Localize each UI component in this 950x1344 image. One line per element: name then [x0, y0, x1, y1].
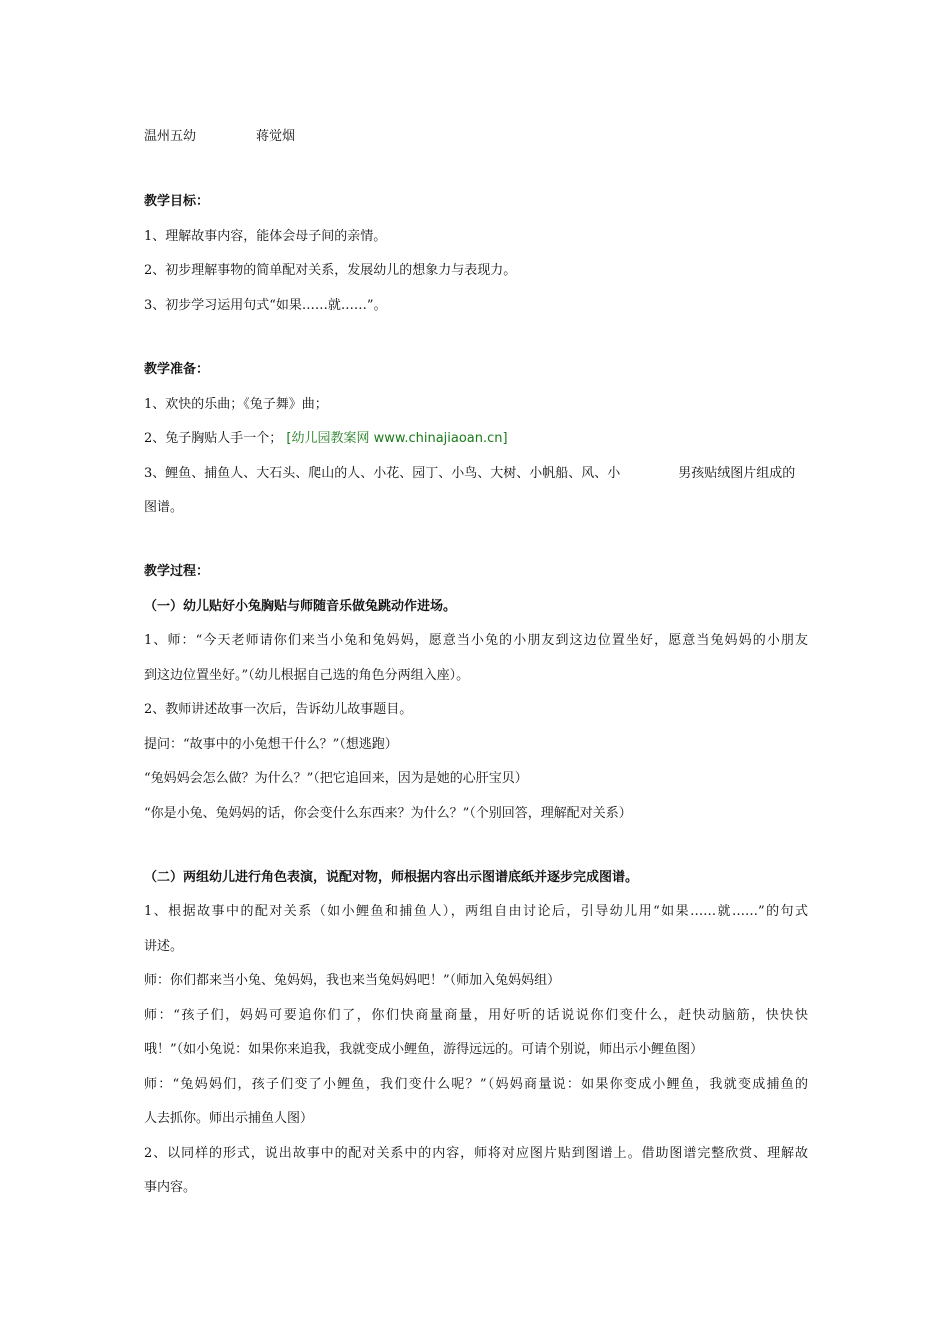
chinajiaoan-link[interactable]: [幼儿园教案网 www.chinajiaoan.cn] — [286, 431, 508, 446]
goal-item-1: 1、理解故事内容，能体会母子间的亲情。 — [144, 229, 387, 244]
section2-teacher-3-line-1: 师：“兔妈妈们，孩子们变了小鲤鱼，我们变什么呢？”（妈妈商量说：如果你变成小鲤鱼，我就变成捕鱼的 — [144, 1077, 808, 1092]
goals-heading: 教学目标： — [144, 194, 210, 209]
section1-question-1: 提问：“故事中的小兔想干什么？”（想逃跑） — [144, 737, 398, 752]
section1-p1-line-2: 到这边位置坐好。”（幼儿根据自己选的角色分两组入座）。 — [144, 668, 470, 683]
process-heading: 教学过程： — [144, 564, 210, 579]
prep-heading: 教学准备： — [144, 362, 210, 377]
prep-item-3-part-a: 3、鲤鱼、捕鱼人、大石头、爬山的人、小花、园丁、小鸟、大树、小帆船、风、小 — [144, 466, 621, 481]
goal-item-2: 2、初步理解事物的简单配对关系，发展幼儿的想象力与表现力。 — [144, 263, 517, 278]
section1-question-3: “你是小兔、兔妈妈的话，你会变什么东西来？为什么？”（个别回答，理解配对关系） — [144, 806, 632, 821]
author-name: 蒋觉烟 — [256, 129, 296, 144]
section2-title: （二）两组幼儿进行角色表演，说配对物，师根据内容出示图谱底纸并逐步完成图谱。 — [144, 870, 639, 885]
section2-p1-line-2: 讲述。 — [144, 939, 184, 954]
section2-teacher-3-line-2: 人去抓你。师出示捕鱼人图） — [144, 1111, 314, 1126]
section1-question-2: “兔妈妈会怎么做？为什么？”（把它追回来，因为是她的心肝宝贝） — [144, 771, 528, 786]
prep-item-3-part-b: 男孩贴绒图片组成的 — [678, 466, 796, 481]
prep-item-3-line-1 — [144, 465, 808, 483]
goal-item-3: 3、初步学习运用句式“如果……就……”。 — [144, 298, 387, 313]
author-school: 温州五幼 — [144, 129, 197, 144]
prep-item-2 — [144, 430, 808, 448]
section2-teacher-2-line-1: 师：“孩子们，妈妈可要追你们了，你们快商量商量，用好听的话说说你们变什么，赶快动脑筋，快快快 — [144, 1008, 808, 1023]
author-line — [144, 128, 808, 146]
section2-p2-line-2: 事内容。 — [144, 1180, 197, 1195]
section2-p2-line-1: 2、以同样的形式，说出故事中的配对关系中的内容，师将对应图片贴到图谱上。借助图谱完整欣赏、理解故 — [144, 1146, 808, 1161]
section1-p2: 2、教师讲述故事一次后，告诉幼儿故事题目。 — [144, 702, 413, 717]
section1-title: （一）幼儿贴好小兔胸贴与师随音乐做兔跳动作进场。 — [144, 599, 457, 614]
section1-p1-line-1: 1、师：“今天老师请你们来当小兔和兔妈妈，愿意当小兔的小朋友到这边位置坐好，愿意当兔妈妈的小朋友 — [144, 633, 808, 648]
section2-teacher-2-line-2: 哦！”（如小兔说：如果你来追我，我就变成小鲤鱼，游得远远的。可请个别说，师出示小鲤鱼图） — [144, 1042, 704, 1057]
prep-item-3-line-2: 图谱。 — [144, 500, 184, 515]
section2-p1-line-1: 1、根据故事中的配对关系（如小鲤鱼和捕鱼人），两组自由讨论后，引导幼儿用“如果……就……”的句式 — [144, 904, 808, 919]
prep-item-2-text: 2、兔子胸贴人手一个； — [144, 431, 283, 446]
section2-teacher-1: 师：你们都来当小兔、兔妈妈，我也来当兔妈妈吧！”（师加入兔妈妈组） — [144, 973, 561, 988]
prep-item-1: 1、欢快的乐曲；《兔子舞》曲； — [144, 397, 328, 412]
